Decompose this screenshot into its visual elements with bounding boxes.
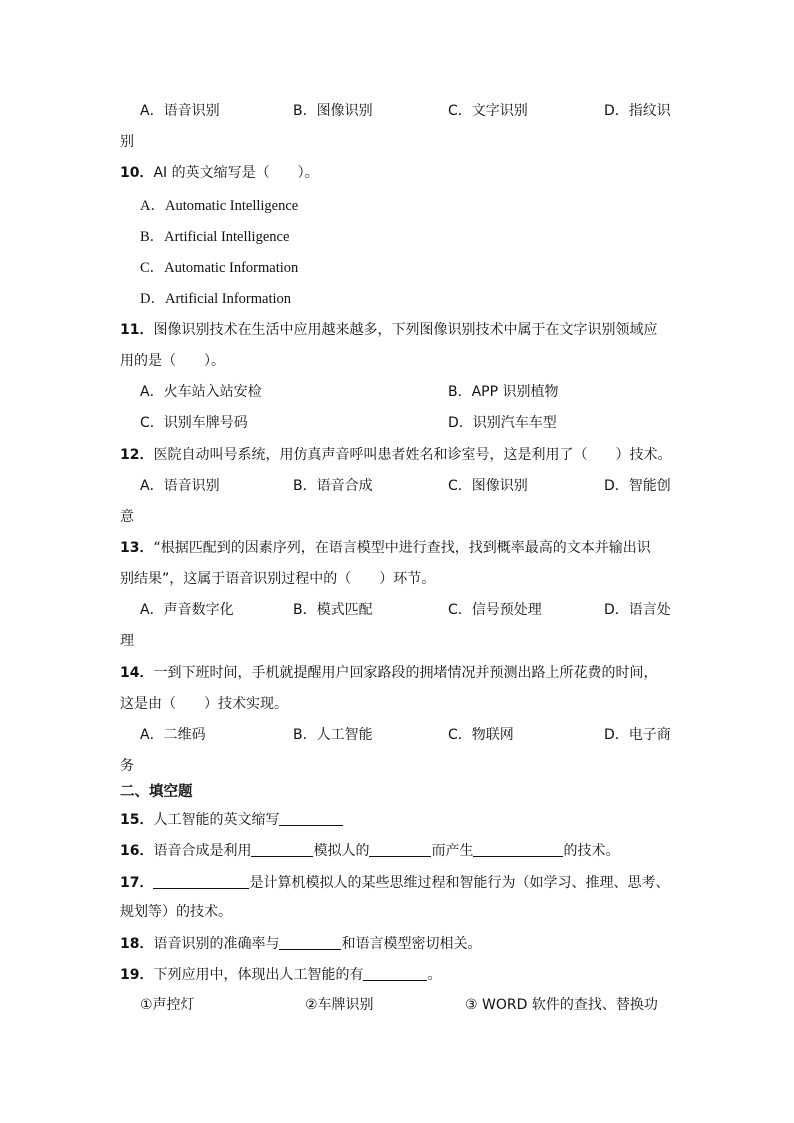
- q12-option-d-wrap: 意: [120, 509, 134, 525]
- q10-option-c: C．Automatic Information: [140, 260, 299, 276]
- q16-number: 16．: [120, 843, 154, 859]
- q11-text-line1: 图像识别技术在生活中应用越来越多，下列图像识别技术中属于在文字识别领域应: [153, 322, 658, 338]
- q19-stem: [120, 964, 441, 985]
- q14-option-c: C．物联网: [448, 727, 514, 743]
- q16-text-1: 语音合成是利用: [153, 843, 252, 859]
- q19-answer-blank[interactable]: [363, 964, 427, 981]
- q14-option-d-wrap: 务: [120, 758, 134, 774]
- q9-option-b: B．图像识别: [293, 103, 373, 119]
- q12-text: 医院自动叫号系统，用仿真声音呼叫患者姓名和诊室号，这是利用了（ ）技术。: [153, 447, 672, 463]
- q16-answer-blank-3[interactable]: [473, 840, 563, 857]
- q16-stem: [120, 840, 619, 861]
- q13-option-d: D．语言处: [604, 602, 671, 618]
- q16-text-2: 模拟人的: [313, 843, 370, 859]
- q13-option-a: A．声音数字化: [140, 602, 234, 618]
- q17-text-line2: 规划等）的技术。: [120, 904, 232, 920]
- q11-number: 11．: [120, 322, 154, 338]
- q18-answer-blank[interactable]: [279, 933, 341, 950]
- q13-option-c: C．信号预处理: [448, 602, 542, 618]
- q17-answer-blank[interactable]: [153, 872, 249, 889]
- q19-number: 19．: [120, 967, 154, 983]
- q11-option-b: B．APP 识别植物: [448, 384, 559, 400]
- q19-option-2: ②车牌识别: [305, 997, 374, 1013]
- q16-text-4: 的技术。: [563, 843, 620, 859]
- q10-text: AI 的英文缩写是（ ）。: [153, 165, 319, 181]
- q12-option-c: C．图像识别: [448, 478, 528, 494]
- q11-text-line2: 用的是（ ）。: [120, 353, 225, 369]
- q11-stem: [120, 320, 657, 340]
- q11-option-a: A．火车站入站安检: [140, 384, 262, 400]
- q16-answer-blank-1[interactable]: [251, 840, 313, 857]
- q12-option-b: B．语音合成: [293, 478, 373, 494]
- q14-text-line2: 这是由（ ）技术实现。: [120, 696, 288, 712]
- q18-text-2: 和语言模型密切相关。: [341, 936, 482, 952]
- q15-answer-blank[interactable]: [279, 809, 343, 826]
- q17-text-line1: 是计算机模拟人的某些思维过程和智能行为（如学习、推理、思考、: [249, 875, 670, 891]
- q15-stem: [120, 809, 343, 830]
- q10-option-b: B．Artificial Intelligence: [140, 229, 290, 245]
- q14-option-a: A．二维码: [140, 727, 206, 743]
- q16-text-3: 而产生: [431, 843, 474, 859]
- q14-option-b: B．人工智能: [293, 727, 373, 743]
- q16-answer-blank-2[interactable]: [369, 840, 431, 857]
- q13-number: 13．: [120, 540, 154, 556]
- q17-number: 17．: [120, 875, 154, 891]
- q19-text-1: 下列应用中，体现出人工智能的有: [153, 967, 364, 983]
- section-heading: 二、填空题: [120, 784, 193, 800]
- q11-option-d: D．识别汽车车型: [448, 415, 557, 431]
- q13-text-line1: “根据匹配到的因素序列，在语言模型中进行查找，找到概率最高的文本并输出识: [153, 540, 651, 556]
- q19-text-2: 。: [427, 967, 442, 983]
- q10-option-a: A．Automatic Intelligence: [140, 198, 299, 214]
- q14-number: 14．: [120, 665, 154, 681]
- q13-stem: [120, 538, 651, 558]
- q12-option-d: D．智能创: [604, 478, 671, 494]
- q11-option-c: C．识别车牌号码: [140, 415, 248, 431]
- q19-option-1: ①声控灯: [140, 997, 195, 1013]
- q15-number: 15．: [120, 812, 154, 828]
- q14-text-line1: 一到下班时间，手机就提醒用户回家路段的拥堵情况并预测出路上所花费的时间，: [153, 665, 658, 681]
- q18-text-1: 语音识别的准确率与: [153, 936, 280, 952]
- q9-option-c: C．文字识别: [448, 103, 528, 119]
- q9-option-a: A．语音识别: [140, 103, 220, 119]
- q15-text: 人工智能的英文缩写: [153, 812, 280, 828]
- q14-stem: [120, 663, 657, 683]
- q18-stem: [120, 933, 481, 954]
- q9-option-d: D．指纹识: [604, 103, 671, 119]
- q19-option-3: ③ WORD 软件的查找、替换功: [465, 997, 658, 1013]
- q13-option-d-wrap: 理: [120, 633, 134, 649]
- q12-option-a: A．语音识别: [140, 478, 220, 494]
- q14-option-d: D．电子商: [604, 727, 671, 743]
- q12-number: 12．: [120, 447, 154, 463]
- q13-option-b: B．模式匹配: [293, 602, 373, 618]
- q10-stem: [120, 163, 319, 183]
- q18-number: 18．: [120, 936, 154, 952]
- q9-option-d-wrap: 别: [120, 134, 134, 150]
- q17-stem: [120, 872, 669, 893]
- q10-option-d: D．Artificial Information: [140, 291, 291, 307]
- q12-stem: [120, 445, 671, 465]
- q10-number: 10．: [120, 165, 154, 181]
- q13-text-line2: 别结果”，这属于语音识别过程中的（ ）环节。: [120, 571, 436, 587]
